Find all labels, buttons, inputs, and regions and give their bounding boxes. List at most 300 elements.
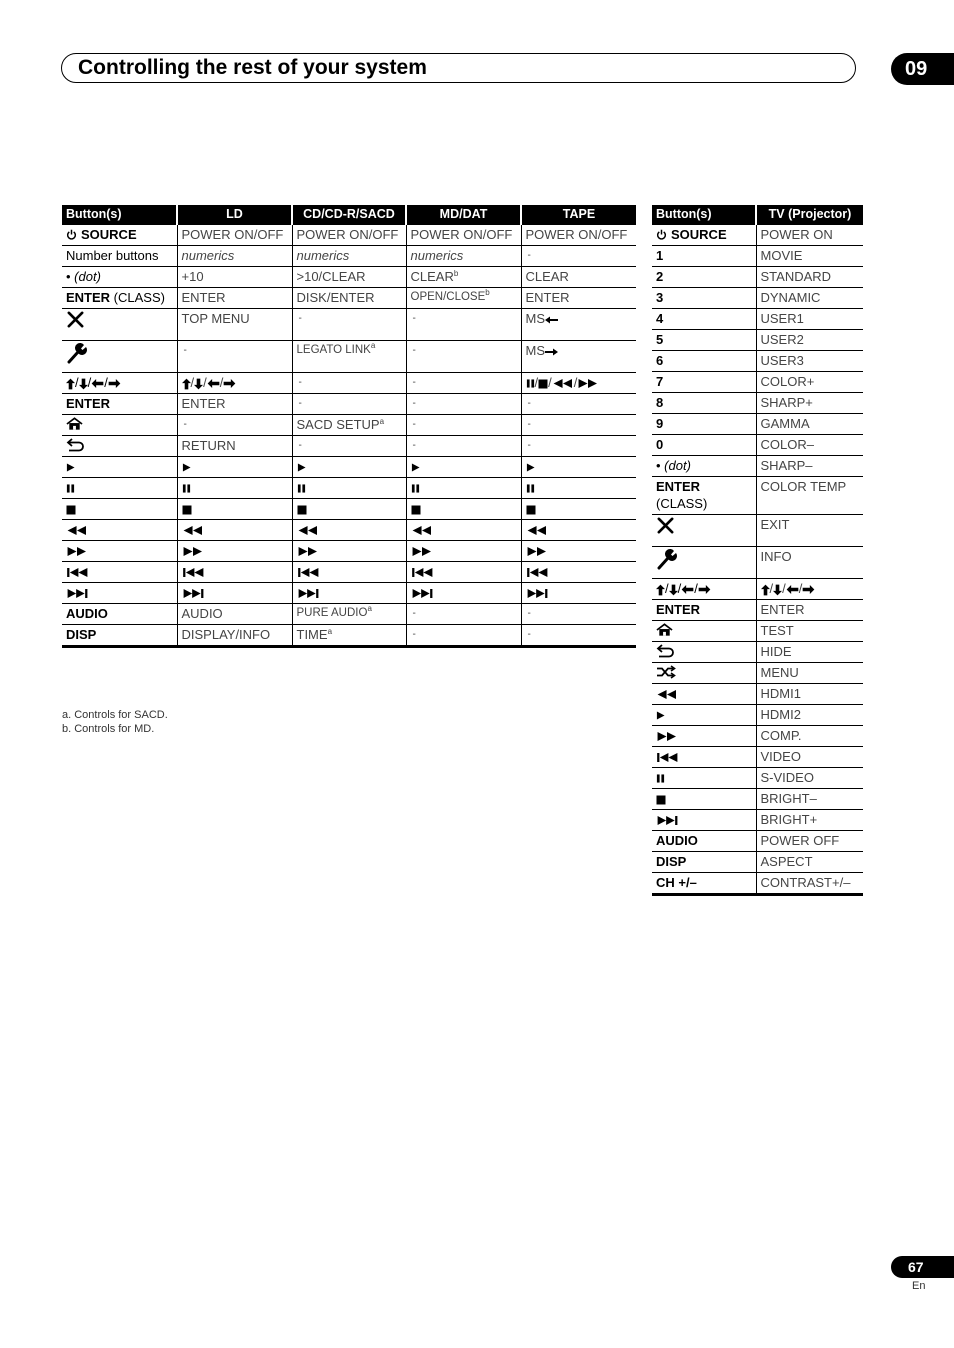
function-label: SHARP+ [760, 395, 813, 410]
column-header-tape: TAPE [521, 205, 636, 225]
function-cell [756, 684, 863, 705]
function-label [297, 459, 306, 474]
function-cell [292, 520, 406, 541]
table-row [62, 415, 636, 436]
previous-track-icon [297, 568, 320, 577]
function-cell [292, 415, 406, 436]
tv-projector-table [652, 205, 863, 896]
button-name-cell [62, 436, 177, 457]
function-cell [756, 852, 863, 873]
function-cell [177, 499, 292, 520]
button-label: CH +/– [656, 875, 697, 890]
function-cell [177, 520, 292, 541]
function-label [526, 480, 535, 495]
next-track-icon [656, 816, 679, 825]
fast-forward-icon [656, 732, 678, 741]
button-name-cell [62, 499, 177, 520]
home-icon [66, 417, 83, 431]
function-cell [756, 330, 863, 351]
function-label: POWER OFF [760, 833, 840, 848]
arrow-left-icon [91, 379, 104, 388]
function-cell [756, 600, 863, 621]
function-cell [292, 436, 406, 457]
button-name-cell [62, 225, 177, 246]
function-label: HDMI2 [760, 707, 801, 722]
function-label [182, 543, 204, 558]
button-name-cell [652, 726, 756, 747]
table-row [62, 562, 636, 583]
button-label [656, 812, 679, 827]
function-cell [292, 562, 406, 583]
return-icon [66, 438, 86, 452]
button-name-cell [652, 309, 756, 330]
button-label: 6 [656, 353, 664, 368]
function-label: AUDIO [181, 606, 223, 621]
function-label: - [527, 440, 531, 451]
function-label: - [527, 419, 531, 430]
button-label: 0 [656, 437, 664, 452]
function-label: - [412, 377, 416, 388]
function-label: DYNAMIC [760, 290, 821, 305]
function-cell [756, 663, 863, 684]
function-label: SACD SETUP [296, 417, 380, 432]
function-label [526, 459, 535, 474]
button-name-cell [652, 600, 756, 621]
function-label: TEST [760, 623, 794, 638]
button-name-cell [652, 393, 756, 414]
footnote-marker: a [379, 417, 385, 426]
ld-cd-md-tape-table [62, 205, 636, 648]
function-label [182, 459, 191, 474]
function-cell [521, 520, 636, 541]
button-label: 7 [656, 374, 664, 389]
function-cell [177, 478, 292, 499]
button-name-cell [62, 583, 177, 604]
function-cell [292, 499, 406, 520]
button-label: • (dot) [66, 269, 101, 284]
button-label: 9 [656, 416, 664, 431]
table-row [62, 583, 636, 604]
function-cell [521, 604, 636, 625]
function-label: CONTRAST+/– [760, 875, 851, 890]
button-label: Number buttons [66, 248, 159, 263]
pause-icon [66, 484, 75, 493]
button-label: AUDIO [656, 833, 698, 848]
function-cell [521, 309, 636, 341]
table-row [62, 373, 636, 394]
function-label: POWER ON [760, 227, 833, 242]
button-name-cell [652, 831, 756, 852]
function-cell [292, 457, 406, 478]
function-cell [292, 246, 406, 267]
button-name-cell [652, 579, 756, 600]
button-name-cell [62, 394, 177, 415]
function-label: TOP MENU [181, 311, 250, 326]
arrow-down-icon [773, 584, 782, 596]
button-name-cell [652, 515, 756, 547]
table-row [652, 372, 863, 393]
function-label: PURE AUDIO [296, 607, 368, 619]
table-row [62, 246, 636, 267]
footnote-a: a. Controls for SACD. [62, 709, 168, 721]
table-row [652, 642, 863, 663]
table-row [62, 225, 636, 246]
function-cell [756, 579, 863, 600]
table-row [652, 515, 863, 547]
function-cell [756, 621, 863, 642]
function-label: EXIT [760, 517, 790, 532]
function-cell [406, 478, 521, 499]
arrow-down-icon [194, 378, 203, 390]
function-label [411, 564, 434, 579]
power-icon [66, 229, 77, 240]
shuffle-icon [656, 665, 676, 679]
button-label: DISP [66, 627, 97, 642]
button-label: SOURCE [81, 227, 137, 242]
power-icon [656, 229, 667, 240]
fast-forward-icon [411, 547, 433, 556]
function-label: OPEN/CLOSE [410, 291, 486, 303]
footnotes [62, 708, 168, 736]
function-cell [177, 309, 292, 341]
function-cell [756, 351, 863, 372]
function-cell [292, 541, 406, 562]
function-cell [177, 373, 292, 394]
function-label: POWER ON/OFF [296, 227, 399, 242]
function-label [297, 480, 306, 495]
play-icon [66, 463, 75, 472]
table-row [652, 267, 863, 288]
function-cell [177, 583, 292, 604]
table-row [62, 499, 636, 520]
function-label [297, 543, 319, 558]
pause-icon [182, 484, 191, 493]
function-cell [177, 394, 292, 415]
rewind-icon [526, 526, 548, 535]
function-cell [177, 225, 292, 246]
function-label: COLOR– [760, 437, 814, 452]
table-row [652, 789, 863, 810]
table-row [652, 831, 863, 852]
function-label: DISK/ENTER [296, 290, 375, 305]
function-cell [406, 267, 521, 288]
button-label: ENTER [656, 479, 701, 494]
button-label: 8 [656, 395, 664, 410]
function-label: COMP. [760, 728, 802, 743]
button-label [66, 585, 89, 600]
function-cell [756, 267, 863, 288]
function-cell [521, 267, 636, 288]
pause-icon [526, 484, 535, 493]
function-cell [756, 414, 863, 435]
table-row [652, 225, 863, 246]
table-row [652, 768, 863, 789]
button-name-cell [62, 625, 177, 647]
button-name-cell [652, 810, 756, 831]
function-label: - [412, 608, 416, 619]
footnote-marker: b [485, 288, 490, 297]
button-name-cell [652, 621, 756, 642]
table-row [62, 267, 636, 288]
stop-icon [66, 505, 76, 515]
function-label: BRIGHT+ [760, 812, 818, 827]
arrow-right-icon [223, 379, 236, 388]
function-cell [756, 515, 863, 547]
function-cell [521, 288, 636, 309]
table-row [62, 341, 636, 373]
function-label: ENTER [181, 290, 226, 305]
button-name-cell [62, 246, 177, 267]
table-row [652, 393, 863, 414]
previous-track-icon [411, 568, 434, 577]
function-label: - [527, 250, 531, 261]
table-row [62, 478, 636, 499]
function-cell [756, 456, 863, 477]
function-cell [756, 477, 863, 515]
button-label: ENTER [66, 396, 111, 411]
column-header-md-dat: MD/DAT [406, 205, 521, 225]
arrow-left-icon [207, 379, 220, 388]
function-label: - [412, 398, 416, 409]
table-row [652, 330, 863, 351]
table-row [652, 309, 863, 330]
button-name-cell [62, 415, 177, 436]
function-cell [406, 436, 521, 457]
button-label [66, 564, 89, 579]
function-label: MENU [760, 665, 799, 680]
function-label: - [412, 345, 416, 356]
column-header-tv-projector: TV (Projector) [756, 205, 863, 225]
table-row [652, 663, 863, 684]
chapter-number: 09 [891, 53, 954, 85]
button-label [656, 686, 678, 701]
function-cell [756, 393, 863, 414]
function-label [182, 501, 192, 516]
table-row [652, 246, 863, 267]
function-label: numerics [296, 248, 350, 263]
column-header-button-s: Button(s) [652, 205, 756, 225]
fast-forward-icon [526, 547, 548, 556]
button-label [656, 791, 666, 806]
button-label: • (dot) [656, 458, 691, 473]
function-label: ASPECT [760, 854, 813, 869]
table-row [652, 873, 863, 895]
function-label: numerics [181, 248, 235, 263]
button-name-cell [652, 414, 756, 435]
next-track-icon [297, 589, 320, 598]
function-cell [177, 246, 292, 267]
arrow-right-thin-icon [545, 348, 558, 356]
column-header-ld: LD [177, 205, 292, 225]
function-label: - [527, 608, 531, 619]
arrow-left-icon [786, 585, 799, 594]
function-cell [177, 457, 292, 478]
button-name-cell [62, 541, 177, 562]
function-label: CLEAR [525, 269, 569, 284]
function-cell [756, 831, 863, 852]
function-label [411, 459, 420, 474]
arrow-right-icon [802, 585, 815, 594]
table-row [62, 436, 636, 457]
function-cell [756, 873, 863, 895]
footnote-marker: b [453, 269, 459, 278]
function-label [182, 522, 204, 537]
function-label: BRIGHT– [760, 791, 817, 806]
button-name-cell [652, 747, 756, 768]
function-label: USER2 [760, 332, 804, 347]
function-cell [292, 309, 406, 341]
table-row [652, 351, 863, 372]
button-name-cell [62, 604, 177, 625]
button-sublabel: (CLASS) [656, 496, 708, 511]
button-label [66, 501, 76, 516]
function-label: DISPLAY/INFO [181, 627, 271, 642]
function-cell [756, 705, 863, 726]
footnote-marker: a [327, 627, 333, 636]
table-row [652, 705, 863, 726]
function-label: MOVIE [760, 248, 803, 263]
function-label: GAMMA [760, 416, 810, 431]
function-cell [292, 625, 406, 647]
play-icon [411, 463, 420, 472]
button-name-cell [62, 373, 177, 394]
function-cell [177, 562, 292, 583]
function-label: / / / [526, 375, 600, 390]
column-header-button-s: Button(s) [62, 205, 177, 225]
button-label: DISP [656, 854, 687, 869]
next-track-icon [526, 589, 549, 598]
stop-icon [411, 505, 421, 515]
function-cell [521, 246, 636, 267]
button-name-cell [652, 768, 756, 789]
function-label: HDMI1 [760, 686, 801, 701]
page-language: En [912, 1280, 926, 1292]
function-label: ENTER [525, 290, 570, 305]
button-name-cell [652, 789, 756, 810]
stop-icon [182, 505, 192, 515]
table-row [652, 747, 863, 768]
function-cell [292, 394, 406, 415]
function-cell [406, 604, 521, 625]
pause-icon [297, 484, 306, 493]
function-cell [177, 541, 292, 562]
rewind-icon [552, 379, 574, 388]
page-title: Controlling the rest of your system [78, 56, 427, 79]
function-label [411, 480, 420, 495]
function-cell [292, 267, 406, 288]
function-label: - [298, 440, 302, 451]
arrow-up-icon [182, 378, 191, 390]
function-cell [406, 541, 521, 562]
function-label [297, 501, 307, 516]
function-label: POWER ON/OFF [525, 227, 628, 242]
button-label [66, 543, 88, 558]
function-cell [406, 583, 521, 604]
function-label: COLOR+ [760, 374, 815, 389]
function-cell [406, 288, 521, 309]
function-cell [521, 341, 636, 373]
button-name-cell [62, 520, 177, 541]
play-icon [297, 463, 306, 472]
function-cell [292, 373, 406, 394]
function-label [297, 522, 319, 537]
function-label: - [183, 345, 187, 356]
function-cell [756, 288, 863, 309]
function-label: ENTER [760, 602, 805, 617]
function-cell [292, 583, 406, 604]
button-name-cell [652, 477, 756, 515]
button-label: 3 [656, 290, 664, 305]
function-cell [756, 642, 863, 663]
function-label [297, 564, 320, 579]
footnote-marker: a [370, 341, 376, 350]
rewind-icon [411, 526, 433, 535]
button-name-cell [652, 351, 756, 372]
table-row [652, 726, 863, 747]
function-cell [756, 547, 863, 579]
function-cell [406, 225, 521, 246]
button-name-cell [652, 267, 756, 288]
function-label [182, 564, 205, 579]
return-icon [656, 644, 676, 658]
stop-icon [526, 505, 536, 515]
function-label [526, 585, 549, 600]
function-label: MS [526, 311, 559, 326]
previous-track-icon [182, 568, 205, 577]
function-label [526, 543, 548, 558]
function-cell [756, 789, 863, 810]
function-cell [521, 457, 636, 478]
arrow-up-icon [66, 378, 75, 390]
function-label: INFO [760, 549, 792, 564]
table-row [62, 309, 636, 341]
function-cell [756, 246, 863, 267]
fast-forward-icon [66, 547, 88, 556]
next-track-icon [66, 589, 89, 598]
function-cell [406, 341, 521, 373]
function-cell [756, 309, 863, 330]
pause-icon [411, 484, 420, 493]
function-cell [292, 478, 406, 499]
table-row [62, 457, 636, 478]
arrow-left-icon [681, 585, 694, 594]
function-cell [292, 225, 406, 246]
function-label: COLOR TEMP [760, 479, 847, 494]
button-label [656, 749, 679, 764]
button-name-cell [62, 267, 177, 288]
function-cell [177, 604, 292, 625]
arrow-down-icon [79, 378, 88, 390]
next-track-icon [182, 589, 205, 598]
table-row [652, 477, 863, 515]
function-label: - [412, 313, 416, 324]
button-label: 5 [656, 332, 664, 347]
rewind-icon [66, 526, 88, 535]
function-cell [177, 267, 292, 288]
function-label: LEGATO LINK [296, 344, 371, 356]
button-name-cell [652, 705, 756, 726]
function-cell [756, 726, 863, 747]
play-icon [526, 463, 535, 472]
function-cell [756, 225, 863, 246]
footnote-marker: a [367, 604, 372, 613]
button-name-cell [652, 456, 756, 477]
button-name-cell [652, 547, 756, 579]
button-name-cell [652, 372, 756, 393]
button-label: 4 [656, 311, 664, 326]
button-label: ENTER [656, 602, 701, 617]
function-cell [406, 562, 521, 583]
